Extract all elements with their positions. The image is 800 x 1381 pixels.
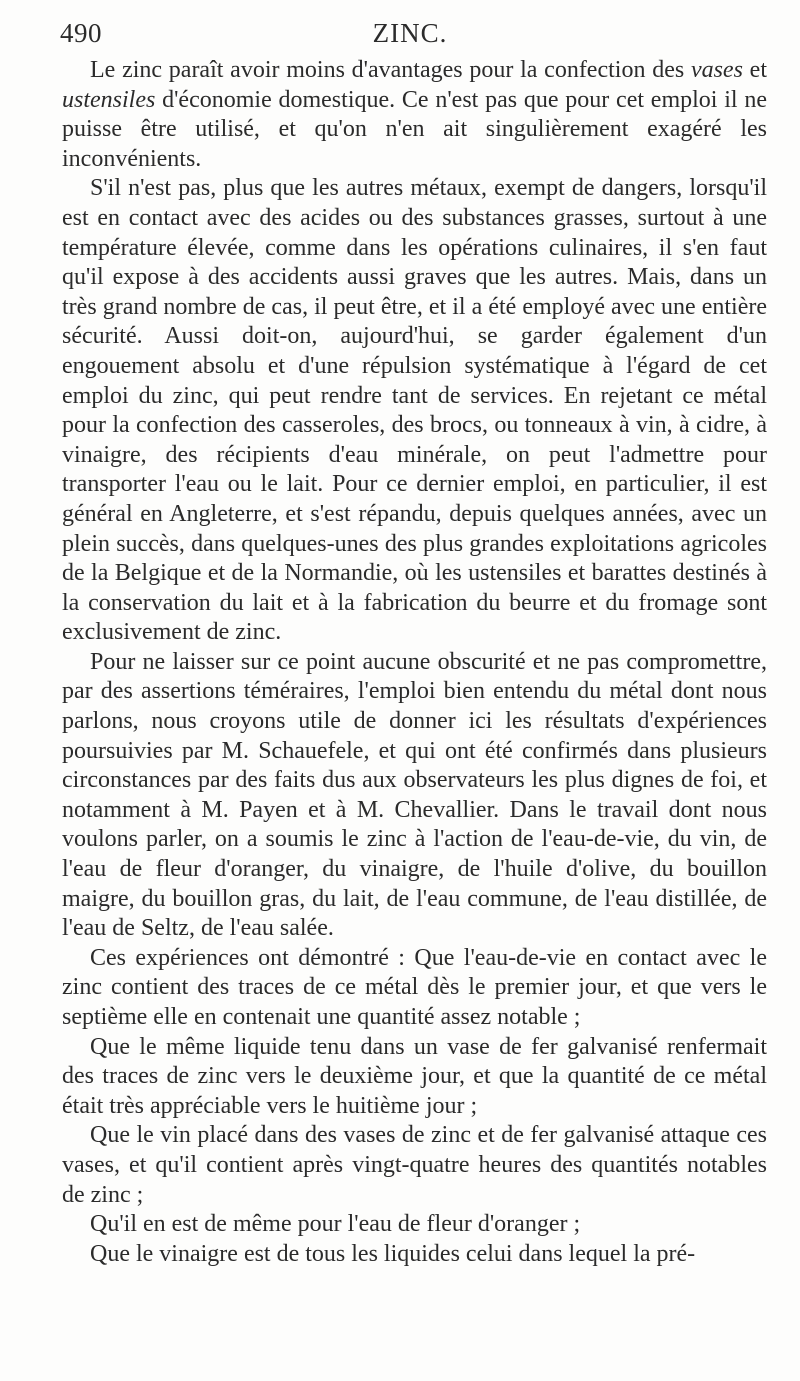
paragraph-8: Que le vinaigre est de tous les liquides celui dans lequel la pré-: [90, 1240, 696, 1267]
italic-ustensiles: ustensiles: [62, 86, 156, 113]
page-number: 490: [60, 18, 102, 48]
paragraph-6: Que le vin placé dans des vases de zinc et de fer galvanisé attaque ces vases, et qu'il contient après vingt-quatre heures des quantités notables de zinc ;: [62, 1122, 767, 1208]
paragraph-4: Ces expériences ont démontré : Que l'eau-de-vie en contact avec le zinc contient des traces de ce métal dès le premier jour, et que vers le septième elle en contenait une quantité assez notable ;: [62, 944, 767, 1030]
italic-vases: vases: [690, 57, 743, 83]
paragraph-5: Que le même liquide tenu dans un vase de fer galvanisé renfermait des traces de zinc vers le deuxième jour, et que la quantité de ce métal était très appréciable vers le huitième jour ;: [62, 1033, 767, 1119]
paragraph-1: [62, 56, 767, 174]
paragraph-1-text-start: Le zinc paraît avoir moins d'avantages pour la confection des: [90, 57, 691, 83]
paragraph-7: Qu'il en est de même pour l'eau de fleur d'oranger ;: [90, 1211, 581, 1238]
page-header: [60, 18, 760, 54]
paragraph-1-text-end: d'économie domestique. Ce n'est pas que pour cet emploi il ne puisse être utilisé, et qu'on n'en ait singulièrement exagéré les inconvénients.: [62, 86, 767, 172]
paragraph-1-text-middle: et: [742, 57, 767, 83]
running-title: ZINC.: [372, 18, 448, 48]
paragraph-2: S'il n'est pas, plus que les autres métaux, exempt de dangers, lorsqu'il est en contact avec des acides ou des substances grasses, surtout à une température élevée, comme dans les opérations culinaires, il s'en faut qu'il expose à des accidents aussi graves que les autres. Mais, dans un très grand nombre de cas, il peut être, et il a été employé avec une entière sécurité. Aussi doit-on, aujourd'hui, se garder également d'un engouement absolu et d'une répulsion systématique à l'égard de cet emploi du zinc, qui peut rendre tant de services. En rejetant ce métal pour la confection des casseroles, des brocs, ou tonneaux à vin, à cidre, à vinaigre, des récipients d'eau minérale, on peut l'admettre pour transporter l'eau ou le lait. Pour ce dernier emploi, en particulier, il est général en Angleterre, et s'est répandu, depuis quelques années, avec un plein succès, dans quelques-unes des plus grandes exploitations agricoles de la Belgique et de la Normandie, où les ustensiles et barattes destinés à la conservation du lait et à la fabrication du beurre et du fromage sont exclusivement de zinc.: [62, 175, 767, 646]
body-text: [62, 56, 767, 1269]
paragraph-3: Pour ne laisser sur ce point aucune obscurité et ne pas compromettre, par des assertions téméraires, l'emploi bien entendu du métal dont nous parlons, nous croyons utile de donner ici les résultats d'expériences poursuivies par M. Schauefele, et qui ont été confirmés dans plusieurs circonstances par des faits dus aux observateurs les plus dignes de foi, et notamment à M. Payen et à M. Chevallier. Dans le travail dont nous voulons parler, on a soumis le zinc à l'action de l'eau-de-vie, du vin, de l'eau de fleur d'oranger, du vinaigre, de l'huile d'olive, du bouillon maigre, du bouillon gras, du lait, de l'eau commune, de l'eau distillée, de l'eau de Seltz, de l'eau salée.: [62, 648, 767, 942]
